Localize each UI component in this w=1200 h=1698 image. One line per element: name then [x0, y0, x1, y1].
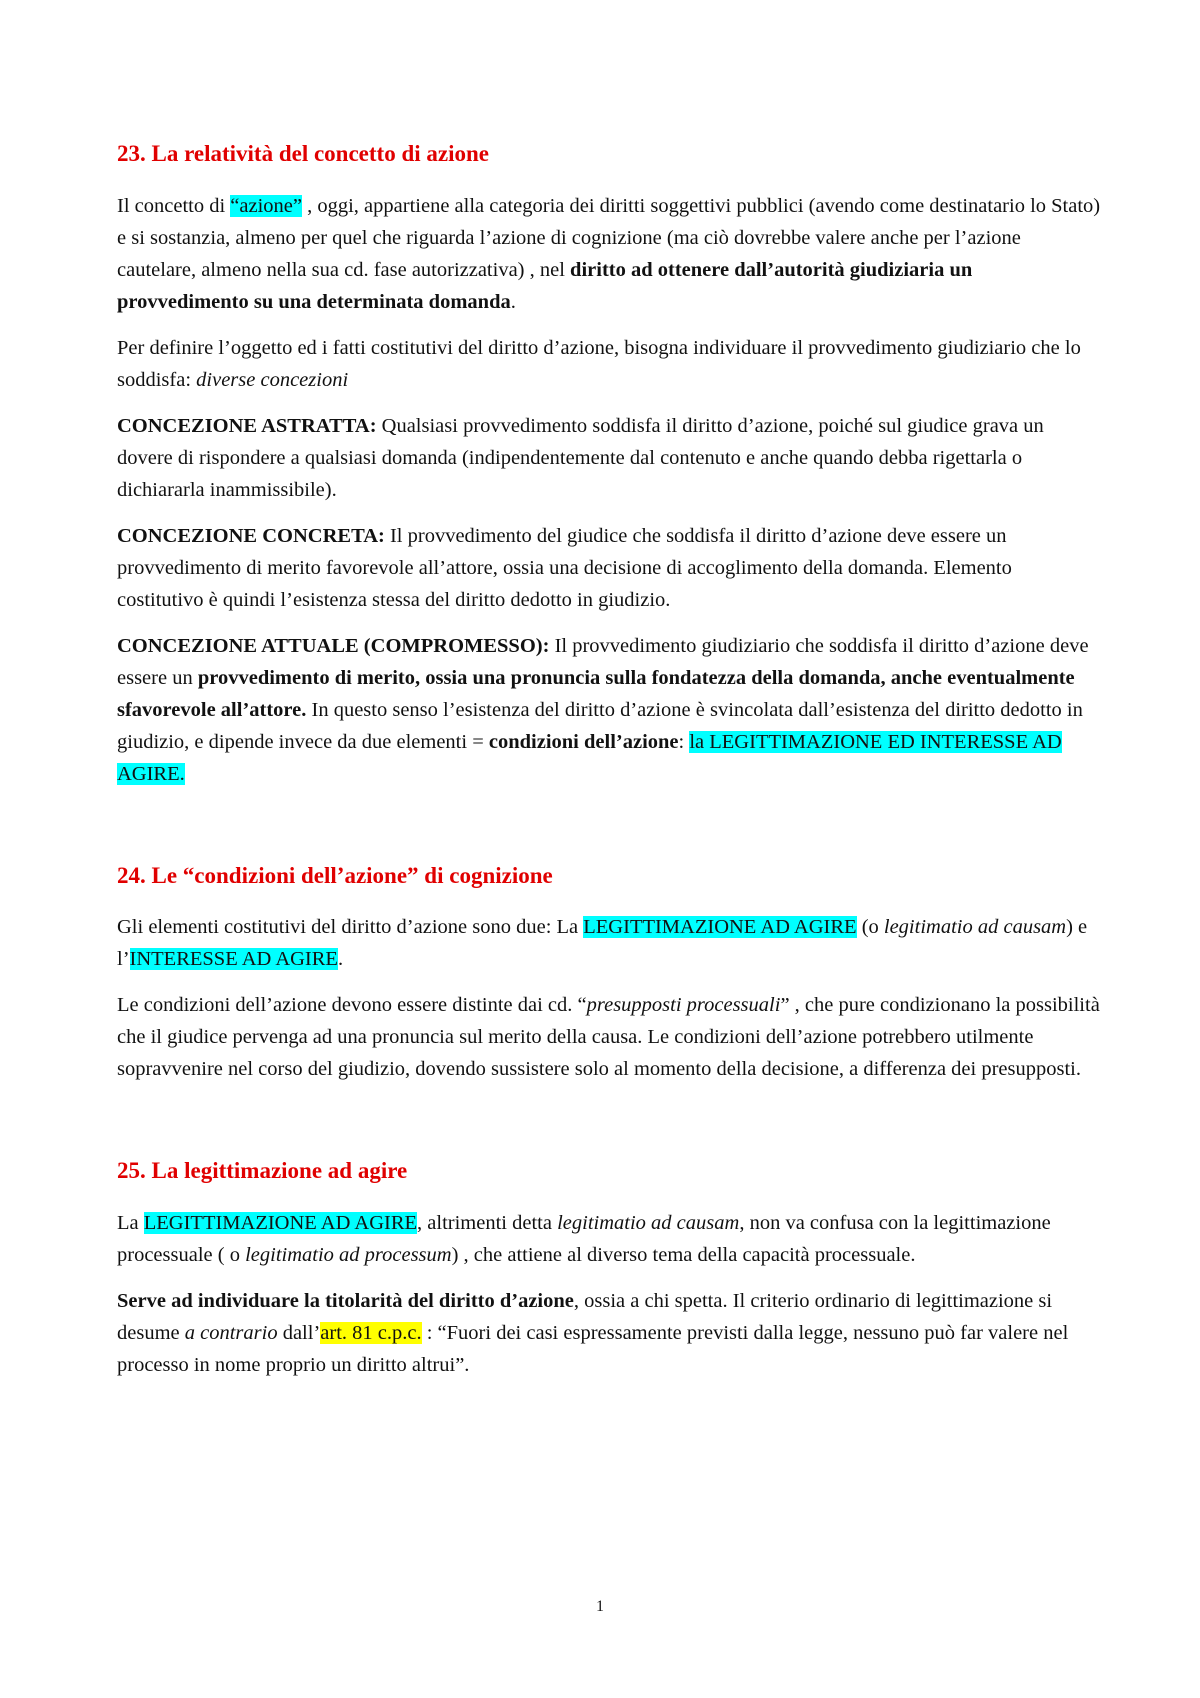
highlighted-text: la LEGITTIMAZIONE ED INTERESSE AD AGIRE. [117, 730, 1062, 785]
paragraph [117, 332, 1102, 396]
bold-text: CONCEZIONE CONCRETA: [117, 524, 385, 547]
text-span: ) e l’ [117, 916, 1088, 971]
text-span: : [678, 730, 690, 753]
text-span: (o [856, 916, 884, 939]
text-span: , altrimenti detta [417, 1211, 558, 1234]
text-span: Le condizioni dell’azione devono essere distinte dai cd. “ [117, 994, 587, 1017]
paragraph [117, 989, 1102, 1085]
paragraph [117, 1207, 1102, 1271]
text-span: , non va confusa con la legittimazione processuale ( o [117, 1211, 1051, 1266]
bold-text: Serve ad individuare la titolarità del diritto d’azione [117, 1289, 574, 1312]
spacer [117, 1099, 1102, 1157]
paragraph [117, 190, 1102, 318]
italic-text: legitimatio ad causam [883, 916, 1067, 939]
paragraph [117, 630, 1102, 790]
section-24 [117, 862, 1102, 1086]
italic-text: legitimatio ad causam [557, 1211, 740, 1234]
paragraph [117, 1285, 1102, 1381]
section-title: 24. Le “condizioni dell’azione” di cognizione [117, 862, 553, 888]
italic-text: diverse concezioni [196, 368, 349, 391]
text-span: . [337, 948, 344, 971]
italic-text: a contrario [184, 1321, 278, 1344]
document-page [117, 140, 1102, 1395]
section-title: 25. La legittimazione ad agire [117, 1158, 408, 1184]
italic-text: presupposti processuali [586, 994, 781, 1017]
text-span: ) , che attiene al diverso tema della capacità processuale. [451, 1243, 916, 1266]
text-span: : “Fuori dei casi espressamente previsti dalla legge, nessuno può far valere nel processo in nome proprio un diritto altrui”. [117, 1321, 1069, 1376]
text-span: Per definire l’oggetto ed i fatti costitutivi del diritto d’azione, bisogna individuare il provvedimento giudiziario che lo soddisfa: [117, 336, 1081, 391]
text-span: , oggi, appartiene alla categoria dei diritti soggettivi pubblici (avendo come destinatario lo Stato) e si sostanzia, almeno per quel che riguarda l’azione di cognizione (ma ciò dovrebbe valere anche per l’azione cautelare, almeno nella sua cd. fase autorizzativa) , nel [117, 194, 1101, 281]
bold-text: condizioni dell’azione [488, 730, 679, 753]
text-span: ” , che pure condizionano la possibilità che il giudice pervenga ad una pronuncia sul merito della causa. Le condizioni dell’azione potrebbero utilmente sopravvenire nel corso del giudizio, dovendo sussistere solo al momento della decisione, a differenza dei presupposti. [117, 994, 1100, 1081]
section-23 [117, 140, 1102, 790]
highlighted-text: art. 81 c.p.c. [320, 1321, 422, 1344]
paragraph [117, 520, 1102, 616]
section-25 [117, 1157, 1102, 1381]
page-number: 1 [596, 1598, 604, 1615]
text-span: , ossia a chi spetta. Il criterio ordinario di legittimazione si desume [117, 1289, 1053, 1344]
highlighted-text: INTERESSE AD AGIRE [129, 948, 338, 971]
spacer [117, 804, 1102, 862]
paragraph [117, 410, 1102, 506]
section-title: 23. La relatività del concetto di azione [117, 141, 489, 166]
bold-text: diritto ad ottenere dall’autorità giudiziaria un provvedimento su una determinata domanda [117, 258, 973, 313]
text-span: La [117, 1211, 144, 1234]
highlighted-text: LEGITTIMAZIONE AD AGIRE [583, 916, 857, 939]
text-span: Il concetto di [117, 194, 231, 217]
text-span: Gli elementi costitutivi del diritto d’azione sono due: La [117, 916, 584, 939]
text-span: dall’ [277, 1321, 321, 1344]
text-span: . [510, 290, 516, 313]
paragraph [117, 911, 1102, 975]
text-span: In questo senso l’esistenza del diritto d’azione è svincolata dall’esistenza del diritto dedotto in giudizio, e dipende invece da due elementi = [117, 698, 1083, 753]
text-span: Qualsiasi provvedimento soddisfa il diritto d’azione, poiché sul giudice grava un dovere di rispondere a qualsiasi domanda (indipendentemente dal contenuto e anche quando debba rigettarla o dichiararla inammissibile). [117, 414, 1044, 501]
highlighted-text: LEGITTIMAZIONE AD AGIRE [143, 1211, 418, 1234]
bold-text: provvedimento di merito, ossia una pronuncia sulla fondatezza della domanda, anche eventualmente sfavorevole all’attore. [117, 666, 1075, 721]
bold-text: CONCEZIONE ASTRATTA: [117, 414, 377, 437]
highlighted-text: “azione” [230, 194, 302, 217]
bold-text: CONCEZIONE ATTUALE (COMPROMESSO): [117, 634, 550, 657]
text-span: Il provvedimento giudiziario che soddisfa il diritto d’azione deve essere un [117, 634, 1089, 689]
italic-text: legitimatio ad processum [245, 1243, 452, 1266]
text-span: Il provvedimento del giudice che soddisfa il diritto d’azione deve essere un provvedimento di merito favorevole all’attore, ossia una decisione di accoglimento della domanda. Elemento costitutivo è quindi l’esistenza stessa del diritto dedotto in giudizio. [117, 524, 1012, 611]
